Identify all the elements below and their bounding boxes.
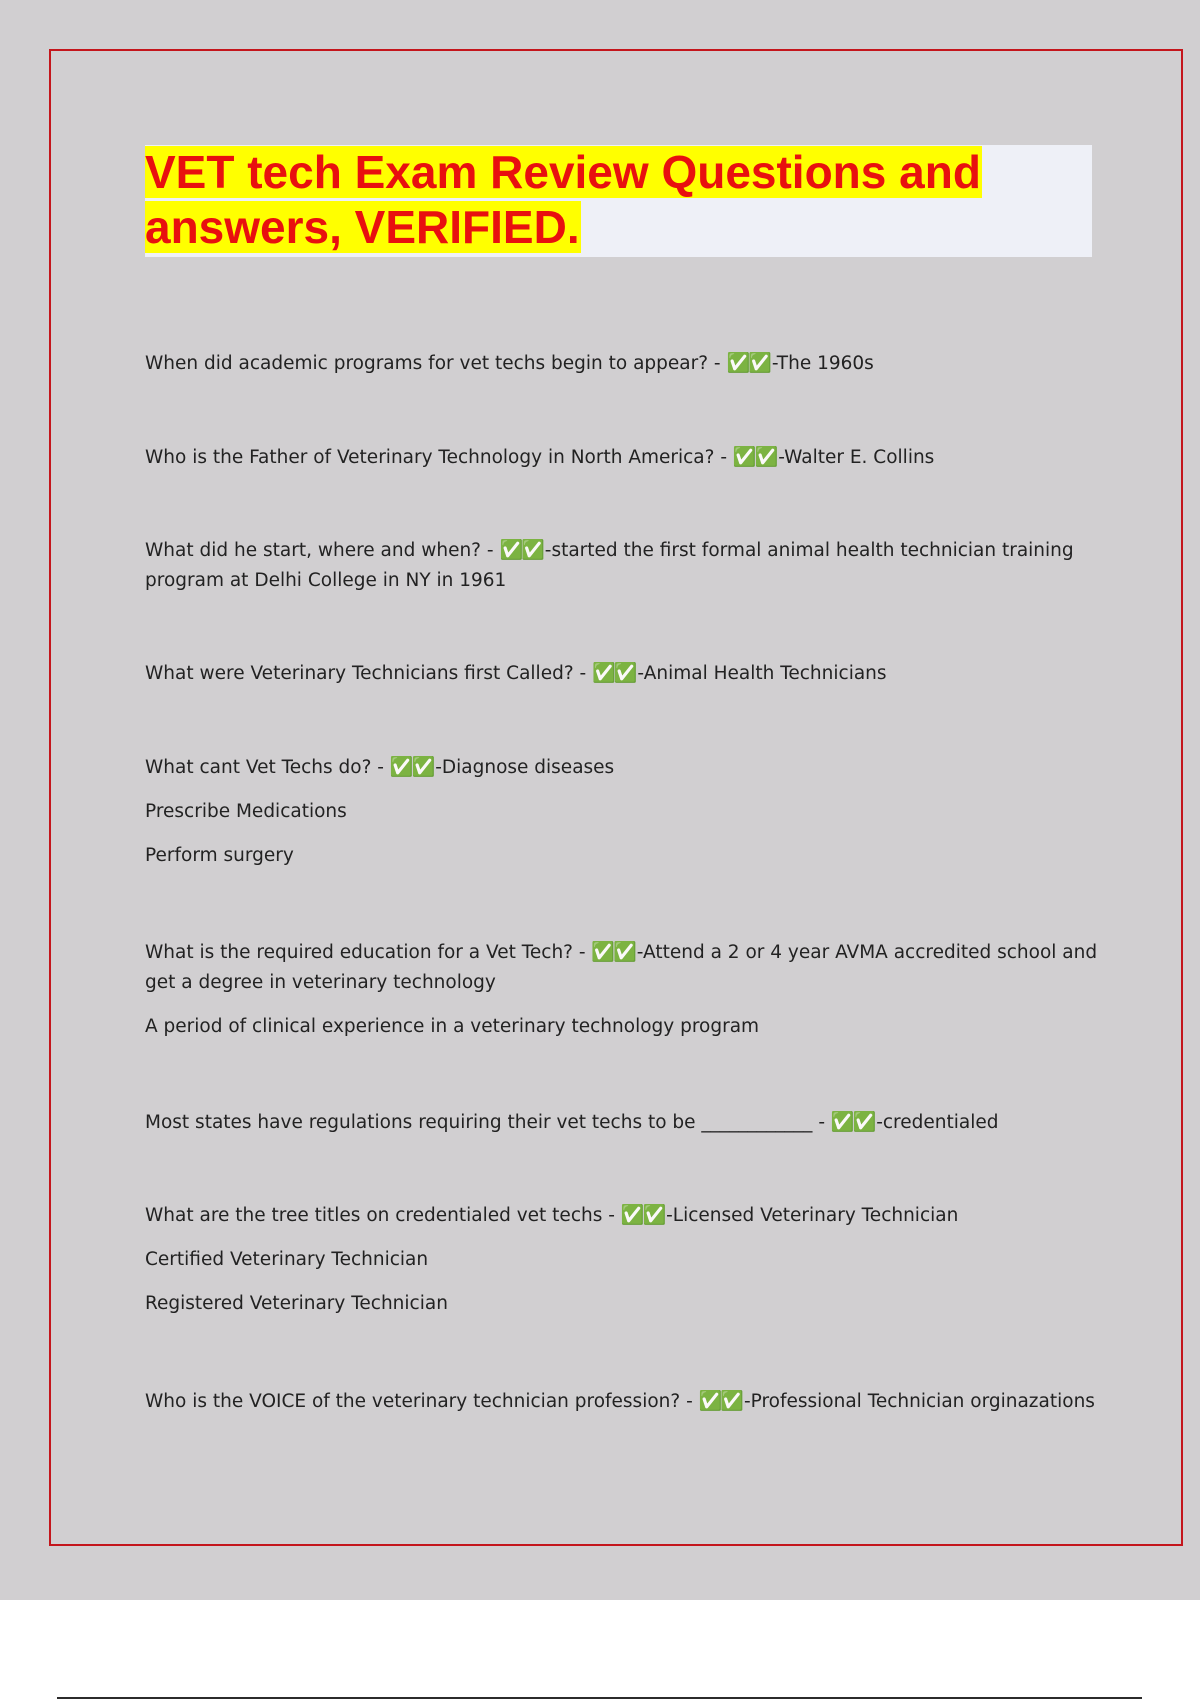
qa-item [145, 937, 1098, 1042]
qa-item [145, 1386, 1095, 1417]
qa-first-line [145, 752, 1095, 783]
answer-continuation: program at Delhi College in NY in 1961 [145, 570, 507, 591]
check-icon: ✅✅ [591, 941, 635, 963]
question-text: What were Veterinary Technicians first Called? - [145, 663, 593, 684]
answer-continuation: A period of clinical experience in a veterinary technology program [145, 1016, 760, 1037]
qa-item [145, 442, 1095, 473]
answer-text: -Licensed Veterinary Technician [666, 1205, 959, 1226]
title-line-1: VET tech Exam Review Questions and [145, 146, 981, 198]
title-line-2: answers, VERIFIED. [145, 201, 580, 253]
question-text: What are the tree titles on credentialed vet techs - [145, 1205, 621, 1226]
document-title [145, 145, 1092, 255]
qa-first-line [145, 442, 1095, 473]
qa-item [145, 1107, 1095, 1138]
answer-text: -Diagnose diseases [435, 757, 615, 778]
question-text: What is the required education for a Vet Tech? - [145, 942, 592, 963]
answer-text: -Animal Health Technicians [637, 663, 887, 684]
qa-first-line [145, 348, 1095, 379]
answer-text: -The 1960s [771, 353, 874, 374]
answer-continuation: Registered Veterinary Technician [145, 1293, 448, 1314]
title-block [145, 145, 1092, 257]
answer-continuation: Prescribe Medications [145, 801, 347, 822]
check-icon: ✅✅ [732, 446, 777, 468]
question-text: Who is the VOICE of the veterinary technician profession? - [145, 1391, 699, 1412]
check-icon: ✅✅ [830, 1111, 875, 1133]
question-text: What cant Vet Techs do? - [145, 757, 390, 778]
check-icon: ✅✅ [592, 662, 636, 684]
answer-text: -credentialed [876, 1112, 999, 1133]
qa-first-line [145, 1200, 1095, 1231]
question-text: What did he start, where and when? - [145, 540, 500, 561]
qa-first-line [145, 658, 1095, 689]
qa-first-line [145, 535, 1095, 566]
qa-first-line [145, 937, 1098, 968]
answer-continuation: Perform surgery [145, 845, 294, 866]
check-icon: ✅✅ [726, 352, 770, 374]
qa-first-line [145, 1107, 1095, 1138]
answer-text: -Walter E. Collins [778, 447, 935, 468]
answer-text: -Professional Technician orginazations [743, 1391, 1095, 1412]
question-text: When did academic programs for vet techs begin to appear? - [145, 353, 727, 374]
check-icon: ✅✅ [389, 756, 434, 778]
question-text: Most states have regulations requiring their vet techs to be ____________ - [145, 1112, 831, 1133]
check-icon: ✅✅ [620, 1204, 665, 1226]
answer-text: -started the first formal animal health technician training [544, 540, 1074, 561]
question-text: Who is the Father of Veterinary Technology in North America? - [145, 447, 733, 468]
qa-item [145, 348, 1095, 379]
answer-continuation: get a degree in veterinary technology [145, 972, 496, 993]
answer-continuation: Certified Veterinary Technician [145, 1249, 429, 1270]
qa-item [145, 535, 1095, 596]
qa-item [145, 752, 1095, 871]
check-icon: ✅✅ [698, 1390, 742, 1412]
answer-text: -Attend a 2 or 4 year AVMA accredited school and [636, 942, 1098, 963]
qa-first-line [145, 1386, 1095, 1417]
footer-divider [57, 1697, 1142, 1699]
qa-item [145, 1200, 1095, 1319]
qa-item [145, 658, 1095, 689]
check-icon: ✅✅ [499, 539, 543, 561]
